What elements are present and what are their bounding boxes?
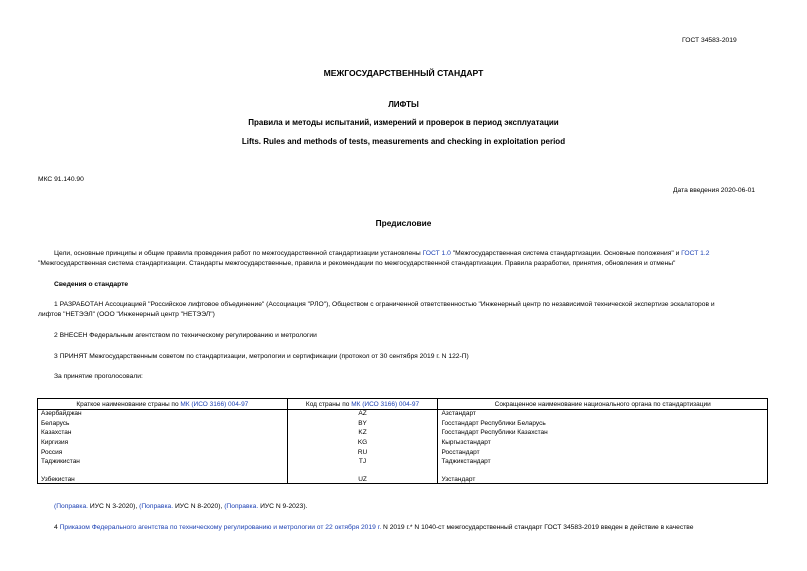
foreword-text: "Межгосударственная система стандартизации. Основные положения" и (450, 250, 682, 257)
code-cell: TJ (287, 458, 438, 468)
amendments-line: (Поправка. ИУС N 3-2020), (Поправка. ИУС N 8-2020), (Поправка. ИУС N 9-2023). (54, 503, 308, 510)
body-cell: Кыргызстандарт (441, 439, 491, 447)
table-row (38, 458, 768, 468)
table-row (38, 410, 768, 420)
foreword-heading: Предисловие (375, 218, 432, 228)
body-cell: Госстандарт Республики Беларусь (441, 419, 546, 427)
mk-iso-link[interactable]: МК (ИСО 3166) 004-97 (180, 400, 249, 408)
country-cell: Узбекистан (38, 468, 288, 484)
document-code: ГОСТ 34583-2019 (682, 37, 737, 44)
table-row (38, 429, 768, 439)
standard-type: МЕЖГОСУДАРСТВЕННЫЙ СТАНДАРТ (323, 68, 484, 78)
body-cell: Узстандарт (441, 476, 476, 484)
item3: 3 ПРИНЯТ Межгосударственным советом по стандартизации, метрологии и сертификации (протокол от 30 сентября 2019 г. N 122-П) (54, 353, 469, 360)
country-cell: Таджикистан (38, 458, 288, 468)
code-cell: BY (287, 420, 438, 430)
order-link[interactable]: Приказом Федерального агентства по техническому регулированию и метрологии от 22 октября 2019 г. (59, 524, 382, 531)
info-heading: Сведения о стандарте (54, 281, 129, 288)
member-states-table (37, 398, 768, 484)
mk-iso-link[interactable]: МК (ИСО 3166) 004-97 (351, 400, 420, 408)
country-cell: Беларусь (38, 420, 288, 430)
table-header-row (38, 399, 768, 410)
code-cell: RU (287, 449, 438, 459)
gost-1-2-link[interactable]: ГОСТ 1.2 (681, 250, 710, 257)
item4-line: 4 Приказом Федерального агентства по техническому регулированию и метрологии от 22 октября 2019 г. N 2019 г.* N 1040-ст межгосударственный стандарт ГОСТ 34583-2019 введен в действие в качестве (54, 524, 694, 531)
code-cell: UZ (287, 468, 438, 484)
item1-line1: 1 РАЗРАБОТАН Ассоциацией "Российское лифтовое объединение" (Ассоциация "РЛО"), Обществом с ограниченной ответственностью "Инженерный центр по независимой технической экспертизе эскалаторов и (54, 301, 715, 308)
voted-label: За принятие проголосовали: (54, 373, 143, 380)
item1-line2: лифтов "НЕТЭЭЛ" (ООО "Инженерный центр "НЕТЭЭЛ") (38, 311, 215, 318)
foreword-paragraph-line1 (54, 250, 709, 257)
country-cell: Казахстан (38, 429, 288, 439)
table-row (38, 468, 768, 484)
column-header-body: Сокращенное наименование национального органа по стандартизации (438, 399, 768, 410)
introduction-date: Дата введения 2020-06-01 (673, 187, 756, 194)
amendment-link[interactable]: (Поправка. (224, 503, 259, 510)
body-cell: Таджикстандарт (441, 458, 491, 466)
mks-code: МКС 91.140.90 (38, 176, 84, 183)
title-short: ЛИФТЫ (388, 100, 419, 109)
table-row (38, 439, 768, 449)
country-cell: Киргизия (38, 439, 288, 449)
column-header-country: Краткое наименование страны по МК (ИСО 3166) 004-97 (38, 399, 288, 410)
column-header-code: Код страны по МК (ИСО 3166) 004-97 (287, 399, 438, 410)
country-cell: Россия (38, 449, 288, 459)
amendment-link[interactable]: (Поправка. (54, 503, 89, 510)
gost-1-0-link[interactable]: ГОСТ 1.0 (422, 250, 451, 257)
country-cell: Азербайджан (38, 410, 288, 420)
code-cell: KG (287, 439, 438, 449)
table-row (38, 420, 768, 430)
table-row (38, 449, 768, 459)
foreword-text: Цели, основные принципы и общие правила проведения работ по межгосударственной стандартизации установлены (54, 250, 423, 257)
body-cell: Азстандарт (441, 410, 476, 417)
body-cell: Росстандарт (441, 448, 480, 456)
foreword-paragraph-line2: "Межгосударственная система стандартизации. Стандарты межгосударственные, правила и рекомендации по межгосударственной стандартизации. Правила разработки, принятия, обновления и отмены" (38, 260, 676, 267)
code-cell: KZ (287, 429, 438, 439)
item2: 2 ВНЕСЕН Федеральным агентством по техническому регулированию и метрологии (54, 332, 317, 339)
body-cell: Госстандарт Республики Казахстан (441, 429, 548, 437)
code-cell: AZ (287, 410, 438, 420)
title-english: Lifts. Rules and methods of tests, measurements and checking in exploitation period (241, 137, 566, 146)
amendment-link[interactable]: (Поправка. (139, 503, 174, 510)
title-russian: Правила и методы испытаний, измерений и проверок в период эксплуатации (248, 118, 559, 127)
